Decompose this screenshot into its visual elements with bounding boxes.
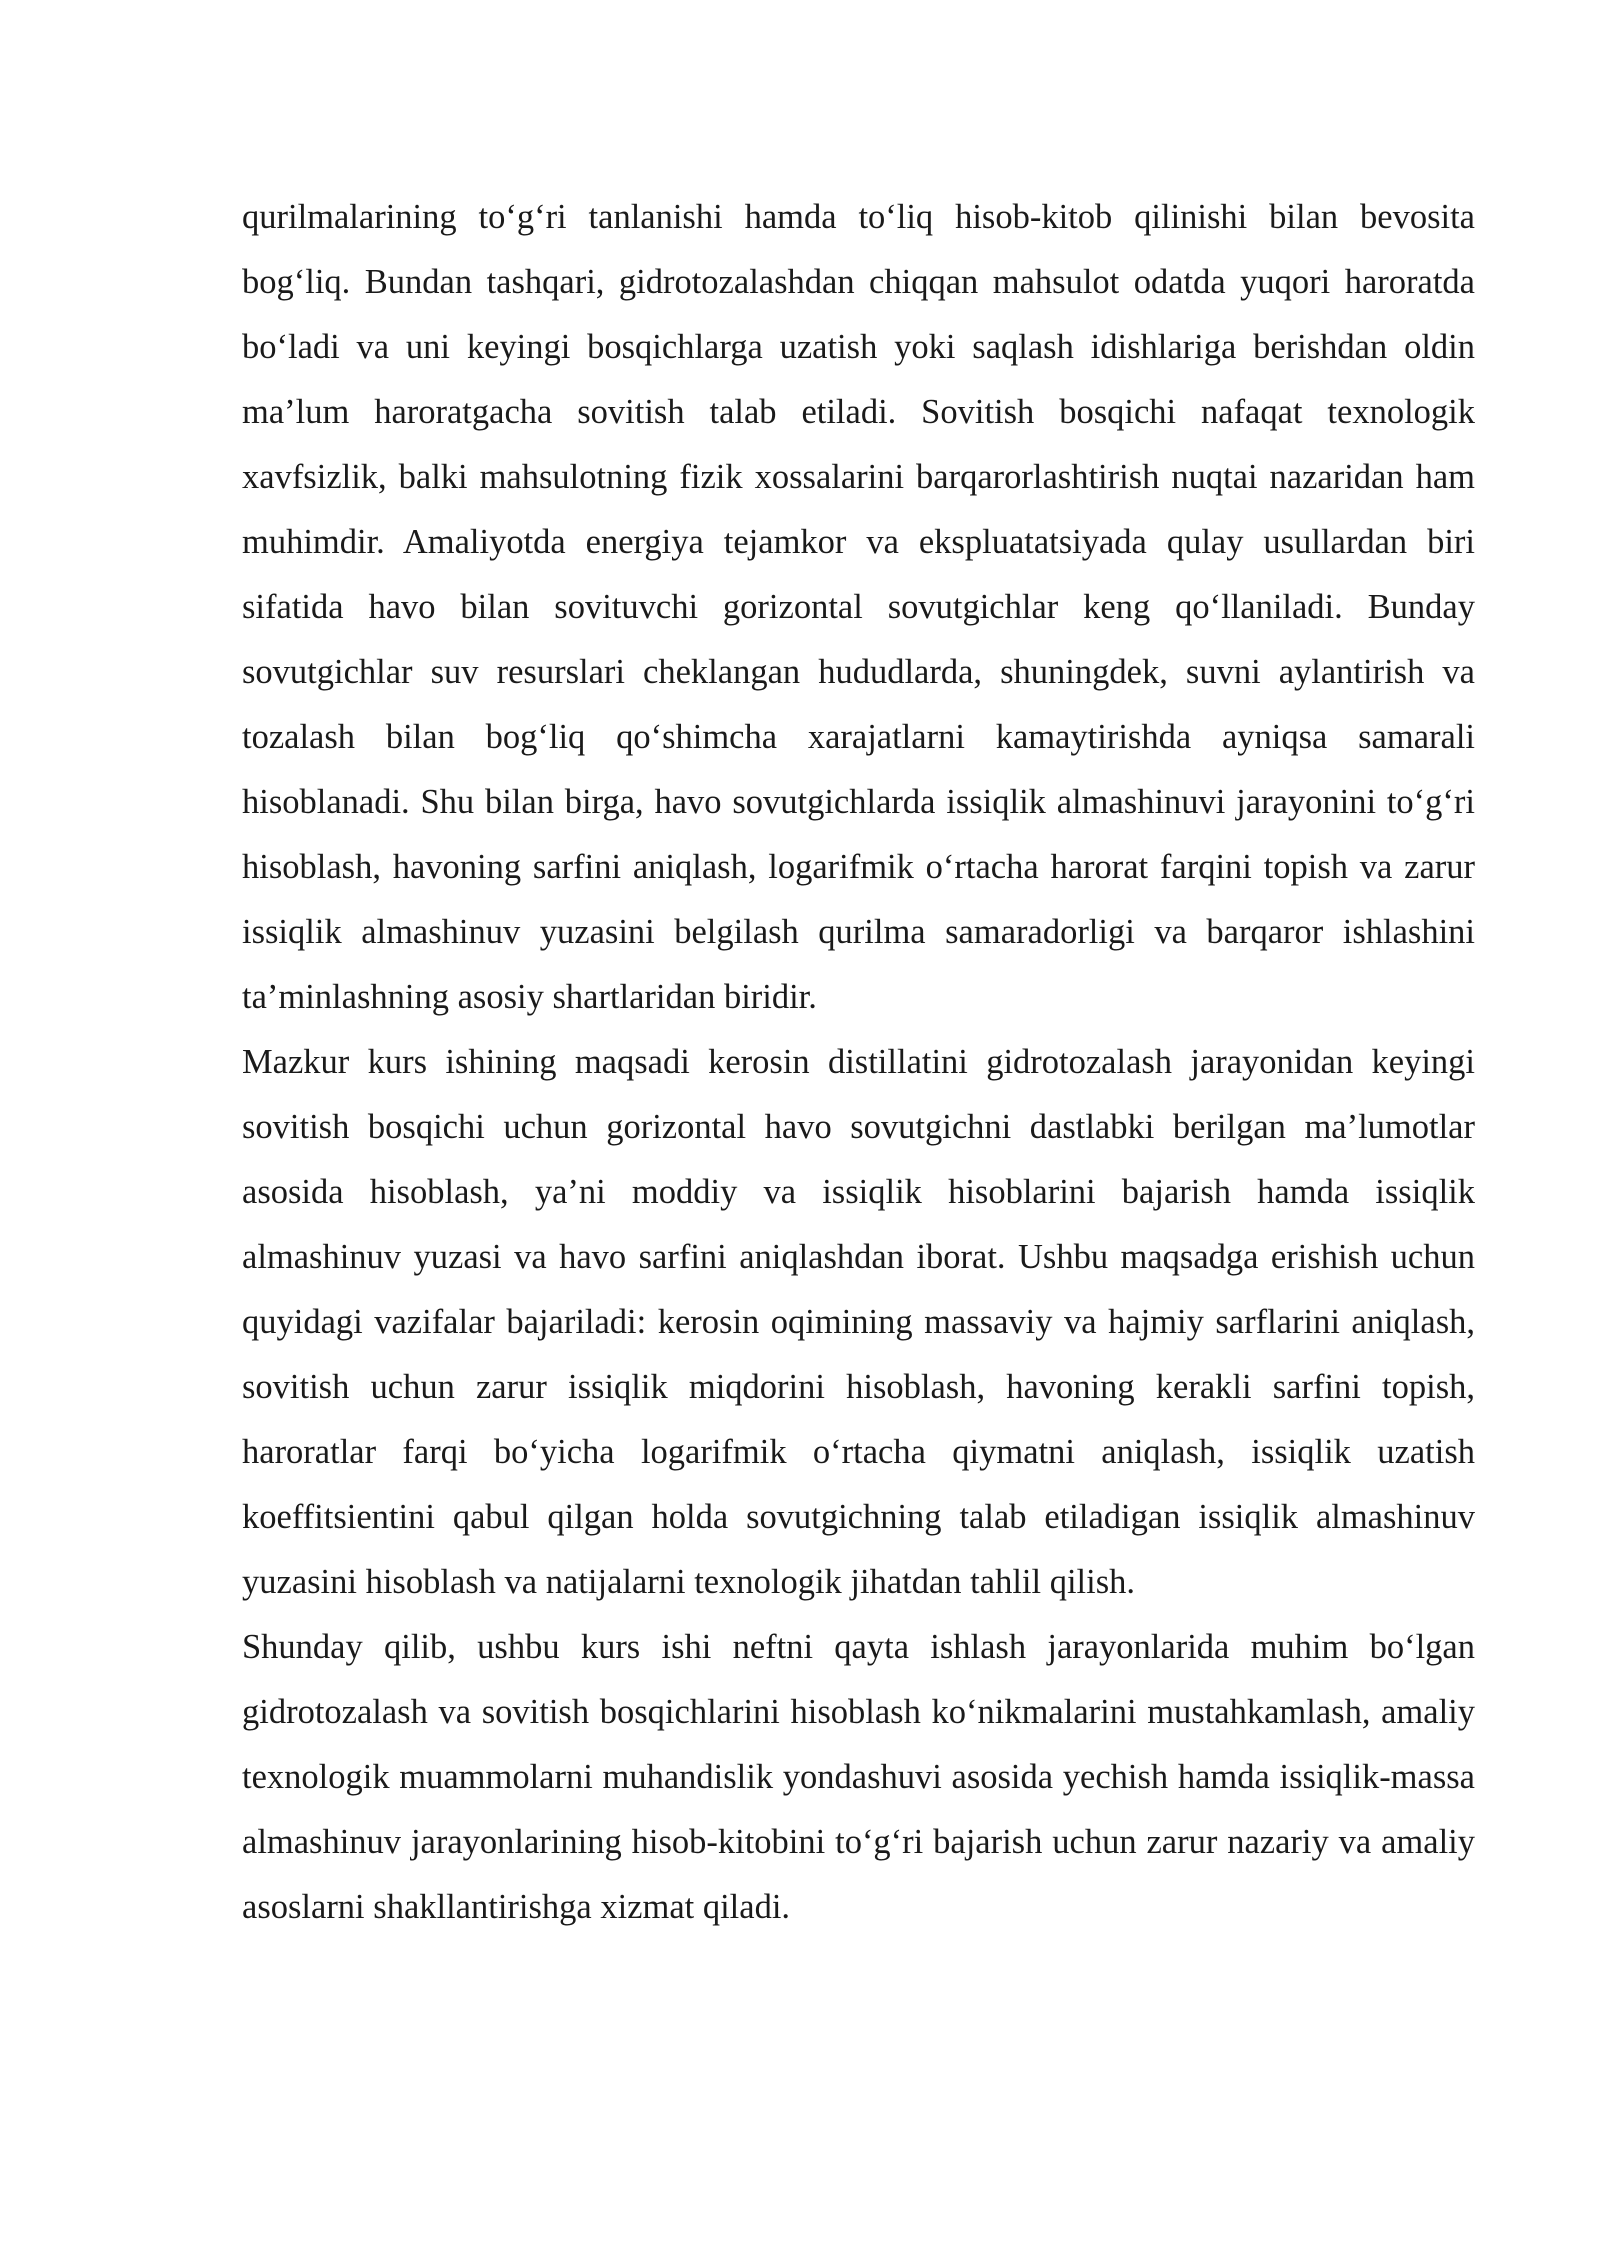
paragraph-1: qurilmalarining to‘g‘ri tanlanishi hamda to‘liq hisob-kitob qilinishi bilan bevosita bog‘liq. Bundan tashqari, gidrotozalashdan chiqqan mahsulot odatda yuqori haroratda bo‘ladi va uni keyingi bosqichlarga uzatish yoki saqlash idishlariga berishdan oldin ma’lum haroratgacha sovitish talab etiladi. Sovitish bosqichi nafaqat texnologik xavfsizlik, balki mahsulotning fizik xossalarini barqarorlashtirish nuqtai nazaridan ham muhimdir. Amaliyotda energiya tejamkor va ekspluatatsiyada qulay usullardan biri sifatida havo bilan sovituvchi gorizontal sovutgichlar keng qo‘llaniladi. Bunday sovutgichlar suv resurslari cheklangan hududlarda, shuningdek, suvni aylantirish va tozalash bilan bog‘liq qo‘shimcha xarajatlarni kamaytirishda ayniqsa samarali hisoblanadi. Shu bilan birga, havo sovutgichlarda issiqlik almashinuvi jarayonini to‘g‘ri hisoblash, havoning sarfini aniqlash, logarifmik o‘rtacha harorat farqini topish va zarur issiqlik almashinuv yuzasini belgilash qurilma samaradorligi va barqaror ishlashini ta’minlashning asosiy shartlaridan biridir. — [242, 198, 1475, 1016]
body-text — [242, 185, 1475, 1940]
paragraph-2: Mazkur kurs ishining maqsadi kerosin distillatini gidrotozalash jarayonidan keyingi sovitish bosqichi uchun gorizontal havo sovutgichni dastlabki berilgan ma’lumotlar asosida hisoblash, ya’ni moddiy va issiqlik hisoblarini bajarish hamda issiqlik almashinuv yuzasi va havo sarfini aniqlashdan iborat. Ushbu maqsadga erishish uchun quyidagi vazifalar bajariladi: kerosin oqimining massaviy va hajmiy sarflarini aniqlash, sovitish uchun zarur issiqlik miqdorini hisoblash, havoning kerakli sarfini topish, haroratlar farqi bo‘yicha logarifmik o‘rtacha qiymatni aniqlash, issiqlik uzatish koeffitsientini qabul qilgan holda sovutgichning talab etiladigan issiqlik almashinuv yuzasini hisoblash va natijalarni texnologik jihatdan tahlil qilish. — [242, 1043, 1475, 1601]
paragraph-3: Shunday qilib, ushbu kurs ishi neftni qayta ishlash jarayonlarida muhim bo‘lgan gidrotozalash va sovitish bosqichlarini hisoblash ko‘nikmalarini mustahkamlash, amaliy texnologik muammolarni muhandislik yondashuvi asosida yechish hamda issiqlik-massa almashinuv jarayonlarining hisob-kitobini to‘g‘ri bajarish uchun zarur nazariy va amaliy asoslarni shakllantirishga xizmat qiladi. — [242, 1628, 1475, 1926]
